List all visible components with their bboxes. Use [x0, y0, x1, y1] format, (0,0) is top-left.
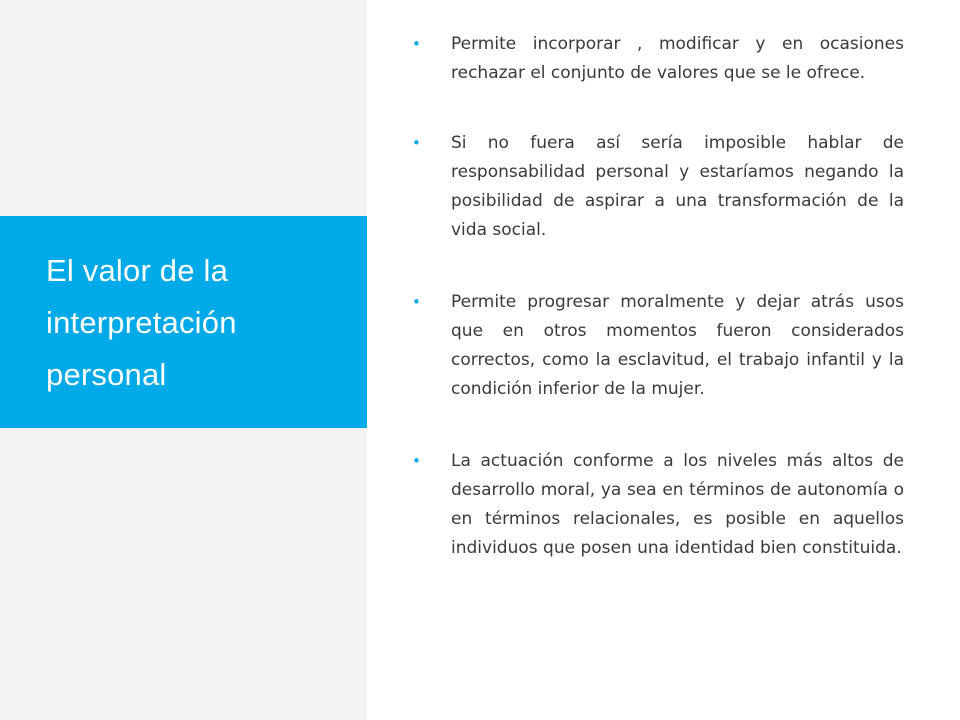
- bullet-icon: •: [412, 134, 421, 152]
- bullet-icon: •: [412, 293, 421, 311]
- bullet-item: [412, 129, 904, 245]
- bullet-text: Si no fuera así sería imposible hablar de responsabilidad personal y estaríamos negando la posibilidad de aspirar a una transformación de la vida social.: [451, 133, 904, 240]
- bullet-icon: •: [412, 35, 421, 53]
- bullet-item: [412, 447, 904, 563]
- bullet-item: [412, 30, 904, 88]
- bullet-text: La actuación conforme a los niveles más altos de desarrollo moral, ya sea en términos de autonomía o en términos relacionales, es posible en aquellos individuos que posen una identidad bien constituida.: [451, 451, 904, 558]
- bullet-list: [412, 30, 904, 563]
- content-area: [412, 30, 904, 563]
- bullet-icon: •: [412, 452, 421, 470]
- slide-title: El valor de la interpretación personal: [46, 253, 237, 392]
- bullet-item: [412, 288, 904, 404]
- bullet-text: Permite incorporar , modificar y en ocasiones rechazar el conjunto de valores que se le ofrece.: [451, 34, 904, 83]
- bullet-text: Permite progresar moralmente y dejar atrás usos que en otros momentos fueron considerados correctos, como la esclavitud, el trabajo infantil y la condición inferior de la mujer.: [451, 292, 904, 399]
